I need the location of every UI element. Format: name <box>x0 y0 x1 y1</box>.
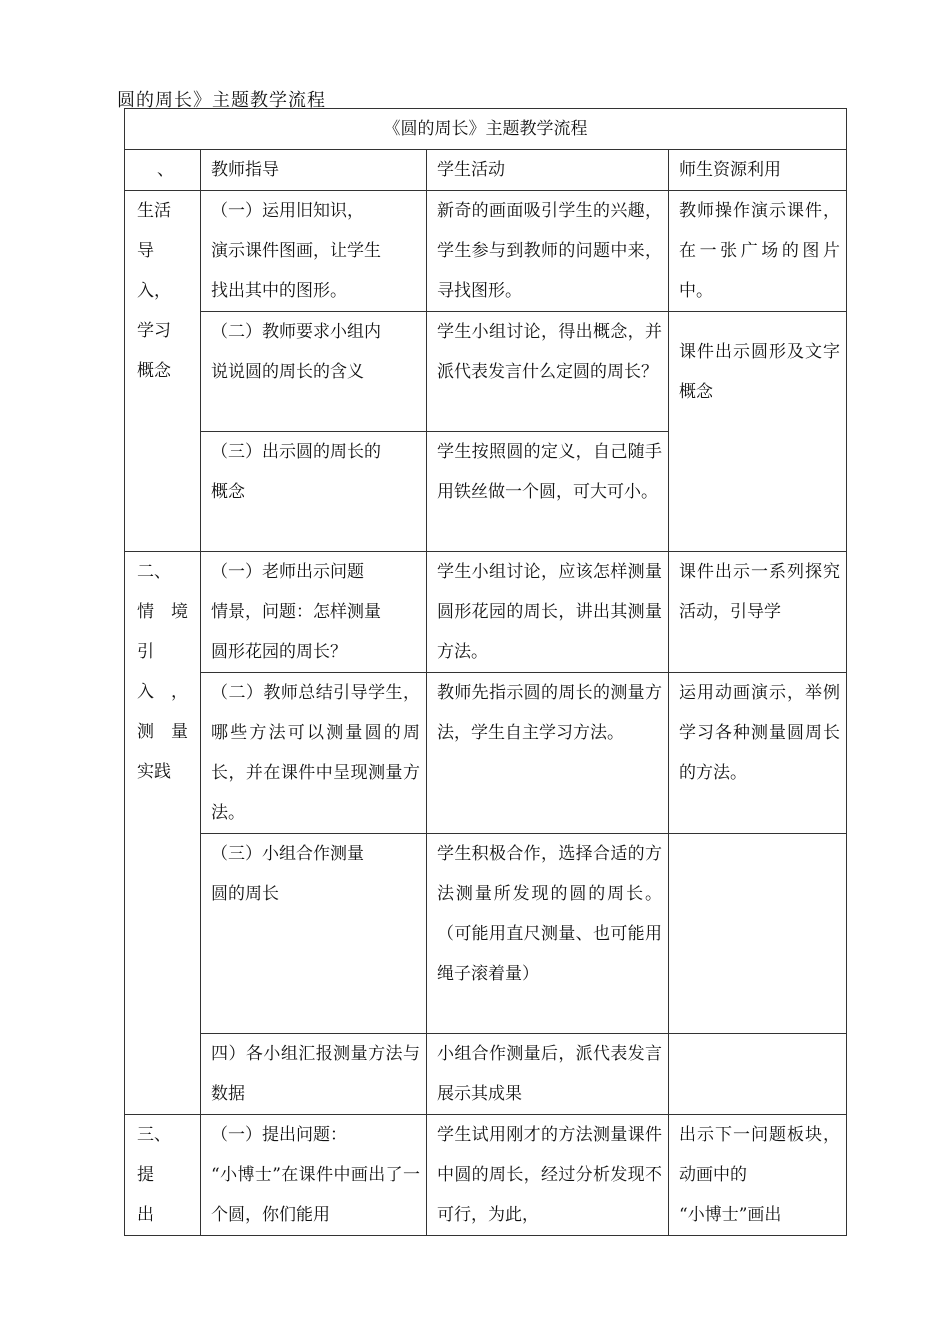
stage-1-label: 生活 导 入， 学习 概念 <box>125 191 201 552</box>
stage-2-label: 二、 情 境 引 入 ， 测 量 实践 <box>125 552 201 1115</box>
stage-1-row-2-resource: 课件出示圆形及文字概念 <box>679 342 840 402</box>
stage-2-row-3-resource <box>669 834 847 1034</box>
table-row <box>125 834 847 1034</box>
stage-1-row-2-student: 学生小组讨论，得出概念，并派代表发言什么定圆的周长？ <box>437 322 662 382</box>
stage-1-row-2-teacher: （二）教师要求小组内 说说圆的周长的含义 <box>201 312 427 432</box>
table-row <box>125 1034 847 1115</box>
table-row <box>125 191 847 312</box>
stage-1-row-3-teacher: （三）出示圆的周长的 概念 <box>201 432 427 552</box>
stage-3-row-1-teacher: （一）提出问题： “小博士”在课件中画出了一个圆，你们能用 <box>211 1125 420 1225</box>
stage-2-row-2-student: 教师先指示圆的周长的测量方法，学生自主学习方法。 <box>437 683 662 743</box>
table-row <box>125 552 847 673</box>
stage-2-row-4-student: 小组合作测量后，派代表发言展示其成果 <box>437 1044 662 1104</box>
stage-2-row-4-resource <box>669 1034 847 1115</box>
stage-2-row-1-student: 学生小组讨论，应该怎样测量圆形花园的周长，讲出其测量方法。 <box>437 562 662 662</box>
stage-2-row-3-teacher: （三）小组合作测量 圆的周长 <box>201 834 427 1034</box>
table-row <box>125 1115 847 1236</box>
stage-2-row-4-teacher: 四）各小组汇报测量方法与数据 <box>211 1044 420 1104</box>
stage-2-row-2-resource: 运用动画演示，举例学习各种测量圆周长的方法。 <box>679 683 840 783</box>
stage-3-label: 三、 提 出 <box>125 1115 201 1236</box>
header-student: 学生活动 <box>427 150 669 191</box>
stage-3-row-1-resource: 出示下一问题板块，动画中的 “小博士”画出 <box>679 1125 840 1225</box>
table-row <box>125 673 847 834</box>
header-teacher: 教师指导 <box>201 150 427 191</box>
stage-1-row-3-student: 学生按照圆的定义，自己随手用铁丝做一个圆，可大可小。 <box>437 442 662 502</box>
stage-2-row-1-teacher: （一）老师出示问题 情景，问题：怎样测量 圆形花园的周长？ <box>201 552 427 673</box>
stage-2-row-2-teacher: （二）教师总结引导学生，哪些方法可以测量圆的周长，并在课件中呈现测量方法。 <box>211 683 420 823</box>
header-resource: 师生资源利用 <box>669 150 847 191</box>
header-stage: 、 <box>125 150 201 191</box>
stage-1-row-1-student: 新奇的画面吸引学生的兴趣，学生参与到教师的问题中来，寻找图形。 <box>437 201 662 301</box>
header-row <box>125 150 847 191</box>
stage-1-row-1-teacher: （一）运用旧知识， 演示课件图画，让学生 找出其中的图形。 <box>201 191 427 312</box>
lesson-flow-table <box>124 108 847 1236</box>
table-row <box>125 312 847 432</box>
table-title: 《圆的周长》主题教学流程 <box>125 109 847 150</box>
stage-3-row-1-student: 学生试用刚才的方法测量课件中圆的周长，经过分析发现不可行，为此， <box>437 1125 662 1225</box>
stage-2-row-1-resource: 课件出示一系列探究活动，引导学 <box>679 562 840 622</box>
stage-1-row-1-resource: 教师操作演示课件，在一张广场的图片中。 <box>679 201 840 301</box>
page-heading: 圆的周长》主题教学流程 <box>117 90 326 111</box>
stage-2-row-3-student: 学生积极合作，选择合适的方法测量所发现的圆的周长。（可能用直尺测量、也可能用绳子滚着量） <box>437 844 662 984</box>
